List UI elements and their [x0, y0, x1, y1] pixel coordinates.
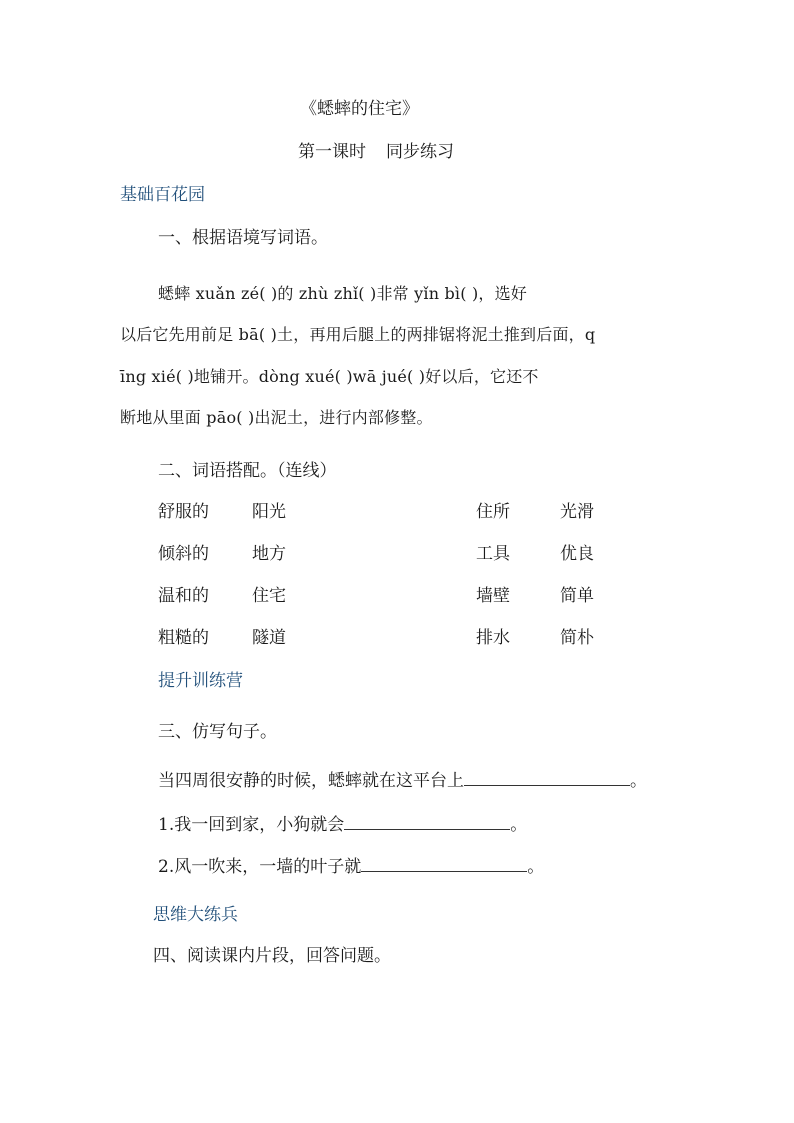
question-3-item-2 [158, 854, 544, 878]
example-answer-blank[interactable] [464, 768, 630, 786]
match-right-b-3: 简单 [560, 586, 594, 606]
match-right-a-3: 墙壁 [476, 586, 510, 606]
section-heading-advanced: 提升训练营 [158, 671, 243, 691]
page-subtitle [298, 141, 454, 163]
question-1-line-4: 断地从里面 pāo( )出泥土，进行内部修整。 [120, 408, 433, 427]
question-2-heading: 二、词语搭配。（连线） [158, 461, 337, 481]
subtitle-lesson: 第一课时 [298, 142, 366, 162]
item-2-prompt: 2.风一吹来，一墙的叶子就 [158, 857, 362, 877]
question-1-heading: 一、根据语境写词语。 [158, 228, 328, 248]
page-title: 《蟋蟀的住宅》 [300, 99, 419, 119]
example-sentence: 当四周很安静的时候，蟋蟀就在这平台上 [158, 771, 464, 791]
item-1-answer-blank[interactable] [344, 812, 510, 830]
match-left-b-1: 阳光 [252, 502, 286, 522]
question-1-line-2: 以后它先用前足 bā( )土，再用后腿上的两排锯将泥土推到后面，q [120, 325, 596, 344]
match-left-a-1: 舒服的 [158, 502, 209, 522]
match-right-a-2: 工具 [476, 544, 510, 564]
question-4-heading: 四、阅读课内片段，回答问题。 [153, 946, 391, 966]
match-left-a-3: 温和的 [158, 586, 209, 606]
match-right-b-2: 优良 [560, 544, 594, 564]
item-1-prompt: 1.我一回到家，小狗就会 [158, 815, 345, 835]
section-heading-thinking: 思维大练兵 [153, 905, 238, 925]
question-1-line-3: īng xié( )地铺开。dòng xué( )wā jué( )好以后，它还不 [120, 367, 539, 386]
example-period: 。 [630, 771, 647, 791]
question-3-example [158, 768, 647, 792]
match-left-b-2: 地方 [252, 544, 286, 564]
match-right-b-1: 光滑 [560, 502, 594, 522]
match-right-a-1: 住所 [476, 502, 510, 522]
question-3-item-1 [158, 812, 527, 836]
question-3-heading: 三、仿写句子。 [158, 722, 277, 742]
match-right-a-4: 排水 [476, 628, 510, 648]
match-left-a-2: 倾斜的 [158, 544, 209, 564]
item-1-period: 。 [510, 815, 528, 835]
subtitle-practice: 同步练习 [386, 142, 454, 162]
item-2-period: 。 [527, 857, 545, 877]
question-1-line-1: 蟋蟀 xuǎn zé( )的 zhù zhǐ( )非常 yǐn bì( )，选好 [158, 284, 528, 303]
item-2-answer-blank[interactable] [361, 854, 527, 872]
section-heading-basic: 基础百花园 [120, 185, 205, 205]
match-left-a-4: 粗糙的 [158, 628, 209, 648]
match-right-b-4: 简朴 [560, 628, 594, 648]
match-left-b-3: 住宅 [252, 586, 286, 606]
match-left-b-4: 隧道 [252, 628, 286, 648]
